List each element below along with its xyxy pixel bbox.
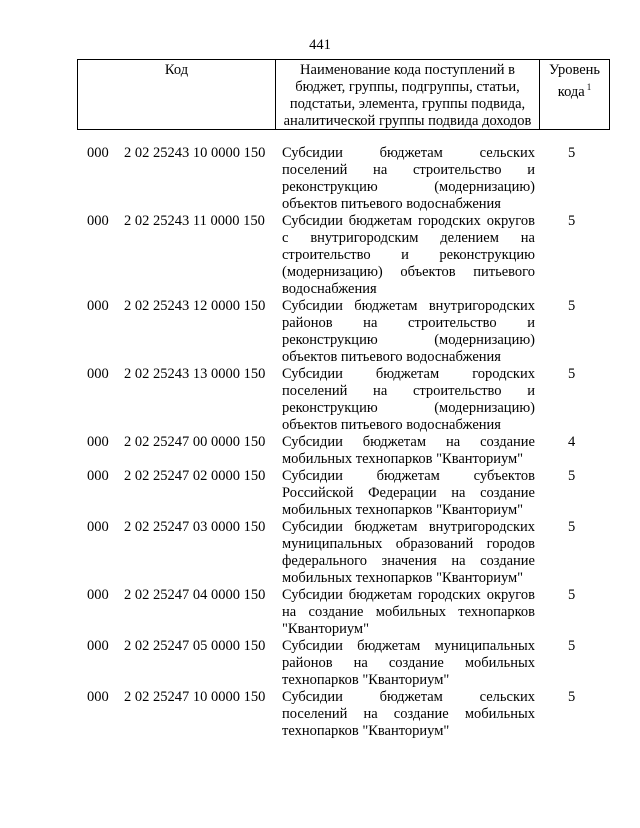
page-number: 441 [309, 37, 331, 53]
row-name: Субсидии бюджетам городских округов с внутригородским делением на строительство и реконструкцию (модернизацию) объектов питьевого водоснабжения [282, 213, 535, 297]
table-body [0, 145, 640, 740]
row-name: Субсидии бюджетам внутригородских районов на строительство и реконструкцию (модернизацию) объектов питьевого водоснабжения [282, 298, 535, 365]
row-admin-code: 000 [87, 366, 109, 382]
table-row [0, 298, 640, 366]
row-name: Субсидии бюджетам внутригородских муниципальных образований городов федерального значения на создание мобильных технопарков "Кванториум" [282, 519, 535, 586]
row-budget-code: 2 02 25247 00 0000 150 [124, 434, 266, 450]
row-level: 5 [568, 638, 576, 654]
row-level: 5 [568, 689, 576, 705]
table-row [0, 366, 640, 434]
row-level: 5 [568, 366, 576, 382]
header-level-footnote: 1 [586, 82, 592, 92]
row-level: 5 [568, 519, 576, 535]
row-admin-code: 000 [87, 638, 109, 654]
row-budget-code: 2 02 25247 04 0000 150 [124, 587, 266, 603]
row-budget-code: 2 02 25243 11 0000 150 [124, 213, 265, 229]
row-budget-code: 2 02 25243 12 0000 150 [124, 298, 266, 314]
header-name-label: Наименование кода поступлений в бюджет, группы, подгруппы, статьи, подстатьи, элемента, группы подвида, аналитической группы подвида доходов [283, 62, 532, 129]
row-level: 4 [568, 434, 576, 450]
row-name: Субсидии бюджетам городских округов на создание мобильных технопарков "Кванториум" [282, 587, 535, 637]
row-admin-code: 000 [87, 145, 109, 161]
table-row [0, 468, 640, 519]
header-code-label: Код [164, 62, 189, 78]
table-row [0, 145, 640, 213]
row-budget-code: 2 02 25243 10 0000 150 [124, 145, 266, 161]
header-code [78, 60, 276, 130]
row-level: 5 [568, 468, 576, 484]
table-row [0, 213, 640, 298]
row-name: Субсидии бюджетам субъектов Российской Федерации на создание мобильных технопарков "Кванториум" [282, 468, 535, 518]
row-admin-code: 000 [87, 434, 109, 450]
table-header [77, 59, 610, 130]
row-admin-code: 000 [87, 298, 109, 314]
row-name: Субсидии бюджетам городских поселений на строительство и реконструкцию (модернизацию) объектов питьевого водоснабжения [282, 366, 535, 433]
row-name: Субсидии бюджетам муниципальных районов на создание мобильных технопарков "Кванториум" [282, 638, 535, 688]
row-level: 5 [568, 587, 576, 603]
row-name: Субсидии бюджетам сельских поселений на строительство и реконструкцию (модернизацию) объектов питьевого водоснабжения [282, 145, 535, 212]
row-budget-code: 2 02 25243 13 0000 150 [124, 366, 266, 382]
row-admin-code: 000 [87, 689, 109, 705]
row-admin-code: 000 [87, 519, 109, 535]
table-row [0, 638, 640, 689]
header-name [276, 60, 540, 130]
row-admin-code: 000 [87, 468, 109, 484]
table-row [0, 519, 640, 587]
header-level [540, 60, 609, 130]
row-admin-code: 000 [87, 213, 109, 229]
row-budget-code: 2 02 25247 05 0000 150 [124, 638, 266, 654]
header-level-label: Уровень кода [548, 62, 601, 100]
row-name: Субсидии бюджетам на создание мобильных технопарков "Кванториум" [282, 434, 535, 467]
table-row [0, 689, 640, 740]
table-row [0, 434, 640, 468]
row-level: 5 [568, 145, 576, 161]
row-admin-code: 000 [87, 587, 109, 603]
table-row [0, 587, 640, 638]
row-budget-code: 2 02 25247 02 0000 150 [124, 468, 266, 484]
row-name: Субсидии бюджетам сельских поселений на создание мобильных технопарков "Кванториум" [282, 689, 535, 739]
row-level: 5 [568, 298, 576, 314]
row-budget-code: 2 02 25247 03 0000 150 [124, 519, 266, 535]
row-level: 5 [568, 213, 576, 229]
row-budget-code: 2 02 25247 10 0000 150 [124, 689, 266, 705]
